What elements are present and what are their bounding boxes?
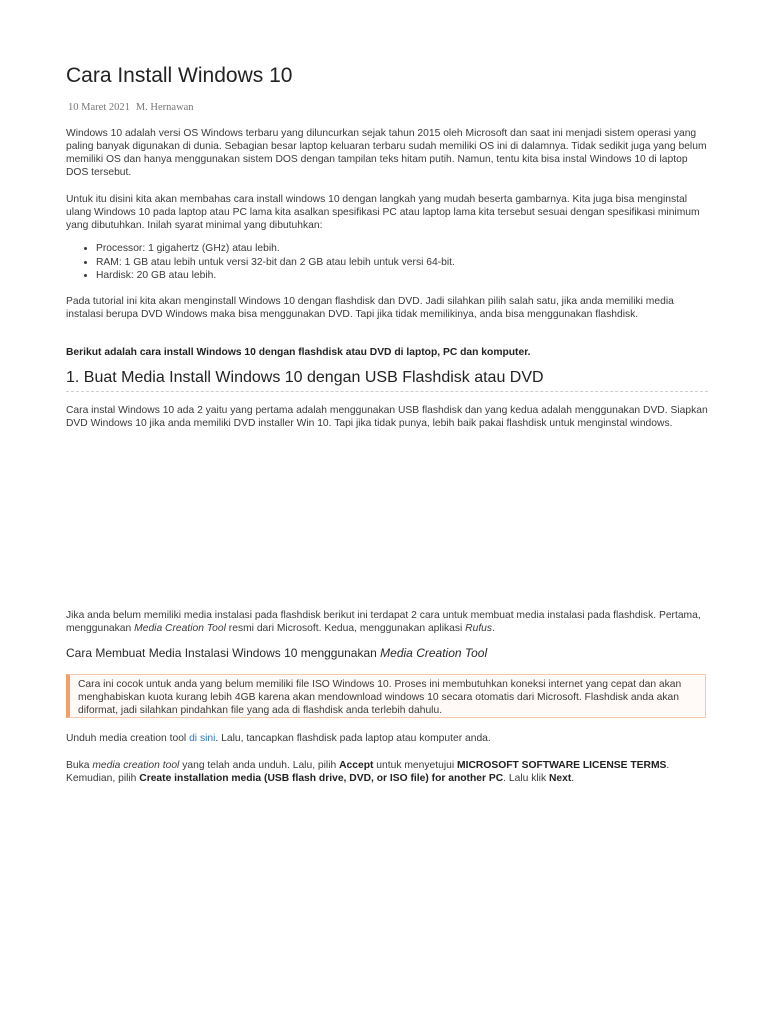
- intro-paragraph-2: Untuk itu disini kita akan membahas cara install windows 10 dengan langkah yang mudah beserta gambarnya. Kita juga bisa menginstal ulang Windows 10 pada laptop atau PC lama kita asalkan spesifikasi PC atau laptop lama kita tersebut sesuai dengan spesifikasi minimum yang dibutuhkan. Inilah syarat minimal yang dibutuhkan:: [66, 194, 700, 231]
- callout-text: Cara ini cocok untuk anda yang belum memiliki file ISO Windows 10. Proses ini membutuhkan koneksi internet yang cepat dan akan menghabiskan kuota kurang lebih 4GB karena akan mendownload windows 10 secara otomatis dari Microsoft. Flashdisk anda akan diformat, jadi silahkan pindahkan file yang ada di flashdisk anda terlebih dahulu.: [78, 679, 682, 716]
- requirements-list: [66, 242, 708, 283]
- intro-paragraph-3: Pada tutorial ini kita akan menginstall Windows 10 dengan flashdisk dan DVD. Jadi silahkan pilih salah satu, jika anda memiliki media instalasi berupa DVD Windows maka bisa menggunakan DVD. Tapi jika tidak memilikinya, anda bisa menggunakan flashdisk.: [66, 296, 674, 320]
- paragraph-text: . Kemudian, pilih: [66, 760, 670, 784]
- paragraph-text: Unduh media creation tool: [66, 733, 190, 744]
- paragraph-text: untuk menyetujui: [373, 760, 458, 771]
- publish-date: 10 Maret 2021: [68, 102, 130, 113]
- download-paragraph: [66, 732, 708, 745]
- tool-name-rufus: Rufus: [465, 623, 493, 634]
- download-link[interactable]: di sini: [189, 733, 216, 744]
- intro-summary: [66, 346, 708, 359]
- list-item: • Processor: 1 gigahertz (GHz) atau lebih.: [96, 242, 708, 256]
- open-tool-paragraph: [66, 759, 708, 785]
- intro-paragraph-1: Windows 10 adalah versi OS Windows terbaru yang diluncurkan sejak tahun 2015 oleh Microsoft dan saat ini menjadi sistem operasi yang paling banyak digunakan di dunia. Sebagian besar laptop keluaran terbaru sudah memiliki OS ini di dalamnya. Tidak sedikit juga yang belum memiliki OS dan hanya menggunakan sistem DOS dengan tampilan teks hitam putih. Namun, tentu kita bisa instal Windows 10 di laptop DOS tersebut.: [66, 128, 707, 178]
- list-item: • Hardisk: 20 GB atau lebih.: [96, 269, 708, 283]
- author-name: M. Hernawan: [135, 102, 194, 113]
- section-paragraph-2: [66, 609, 708, 635]
- paragraph-text: yang telah anda unduh. Lalu, pilih: [179, 760, 340, 771]
- subsection-heading-text: Cara Membuat Media Instalasi Windows 10 menggunakan: [66, 646, 381, 660]
- subsection-heading: [66, 646, 487, 660]
- article-meta: [68, 102, 194, 113]
- paragraph-text: Jika anda belum memiliki media instalasi pada flashdisk berikut ini terdapat 2 cara untuk membuat media instalasi pada flashdisk. Pertama, menggunakan: [66, 610, 701, 634]
- tool-name-media-creation-tool: Media Creation Tool: [134, 623, 226, 634]
- next-label: Next: [548, 773, 572, 784]
- list-item: • RAM: 1 GB atau lebih untuk versi 32-bit dan 2 GB atau lebih untuk versi 64-bit.: [96, 256, 708, 270]
- article-title: Cara Install Windows 10: [66, 64, 293, 87]
- paragraph-text: resmi dari Microsoft. Kedua, menggunakan aplikasi: [225, 623, 466, 634]
- intro-summary-text: Berikut adalah cara install Windows 10 dengan flashdisk atau DVD di laptop, PC dan komputer.: [66, 347, 531, 358]
- paragraph-text: .: [571, 773, 575, 784]
- section-heading: 1. Buat Media Install Windows 10 dengan USB Flashdisk atau DVD: [66, 369, 708, 392]
- accept-label: Accept: [339, 760, 374, 771]
- paragraph-text: Buka: [66, 760, 93, 771]
- create-media-option-label: Create installation media (USB flash drive, DVD, or ISO file) for another PC: [139, 773, 504, 784]
- paragraph-text: . Lalu, tancapkan flashdisk pada laptop atau komputer anda.: [215, 733, 491, 744]
- subsection-heading-italic: Media Creation Tool: [380, 646, 488, 660]
- license-terms-label: MICROSOFT SOFTWARE LICENSE TERMS: [457, 760, 667, 771]
- paragraph-text: .: [492, 623, 495, 634]
- info-callout: [66, 674, 706, 718]
- tool-name: media creation tool: [92, 760, 180, 771]
- paragraph-text: . Lalu klik: [503, 773, 549, 784]
- section-paragraph-1: Cara instal Windows 10 ada 2 yaitu yang pertama adalah menggunakan USB flashdisk dan yang kedua adalah menggunakan DVD. Siapkan DVD Windows 10 jika anda memiliki DVD installer Win 10. Tapi jika tidak punya, lebih baik pakai flashdisk untuk menginstal windows.: [66, 405, 708, 429]
